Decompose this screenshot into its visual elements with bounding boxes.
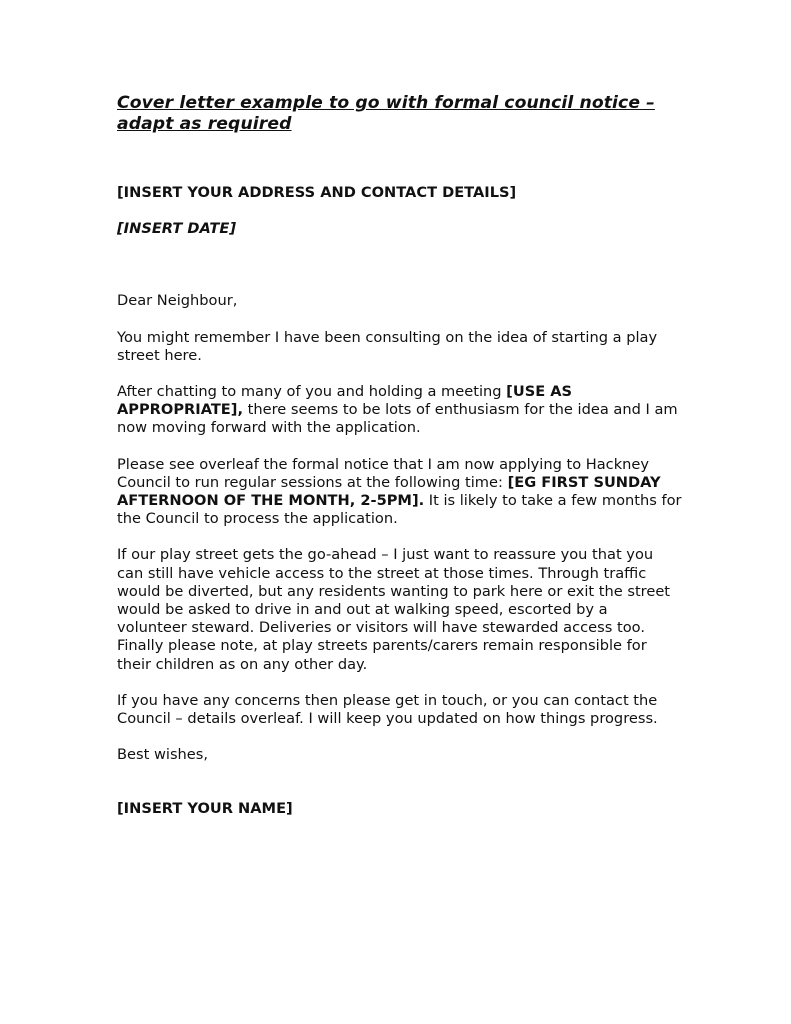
salutation: Dear Neighbour,: [117, 292, 238, 310]
paragraph-meeting-text-1: After chatting to many of you and holding a meeting: [117, 383, 507, 401]
letter-title: Cover letter example to go with formal council notice – adapt as required: [117, 93, 655, 134]
closing: Best wishes,: [117, 746, 209, 764]
letter-page: [117, 93, 682, 819]
paragraph-notice-placeholder: [EG FIRST SUNDAY AFTERNOON OF THE MONTH, 2-5PM].: [117, 473, 661, 510]
name-placeholder: [INSERT YOUR NAME]: [117, 800, 293, 818]
paragraph-consulting: You might remember I have been consulting on the idea of starting a play street here.: [117, 328, 658, 364]
date-placeholder: [INSERT DATE]: [117, 220, 237, 238]
paragraph-meeting: [117, 383, 682, 438]
paragraph-notice-text-1: Please see overleaf the formal notice that I am now applying to Hackney Council to run regular sessions at the following time:: [117, 455, 650, 491]
paragraph-meeting-text-2: there seems to be lots of enthusiasm for the idea and I am now moving forward with the application.: [117, 401, 678, 437]
address-placeholder: [INSERT YOUR ADDRESS AND CONTACT DETAILS]: [117, 184, 517, 201]
paragraph-notice-text-2: It is likely to take a few months for the Council to process the application.: [117, 492, 682, 528]
paragraph-vehicle-access: If our play street gets the go-ahead – I just want to reassure you that you can still have vehicle access to the street at those times. Through traffic would be diverted, but any residents wanting to park here or exit the street would be asked to drive in and out at walking speed, escorted by a volunteer steward. Deliveries or visitors will have stewarded access too. Finally please note, at play streets parents/carers remain responsible for their children as on any other day.: [117, 546, 671, 673]
paragraph-meeting-placeholder: [USE AS APPROPRIATE],: [117, 383, 573, 419]
paragraph-concerns: If you have any concerns then please get in touch, or you can contact the Council – details overleaf. I will keep you updated on how things progress.: [117, 691, 658, 728]
paragraph-notice: [117, 456, 682, 529]
